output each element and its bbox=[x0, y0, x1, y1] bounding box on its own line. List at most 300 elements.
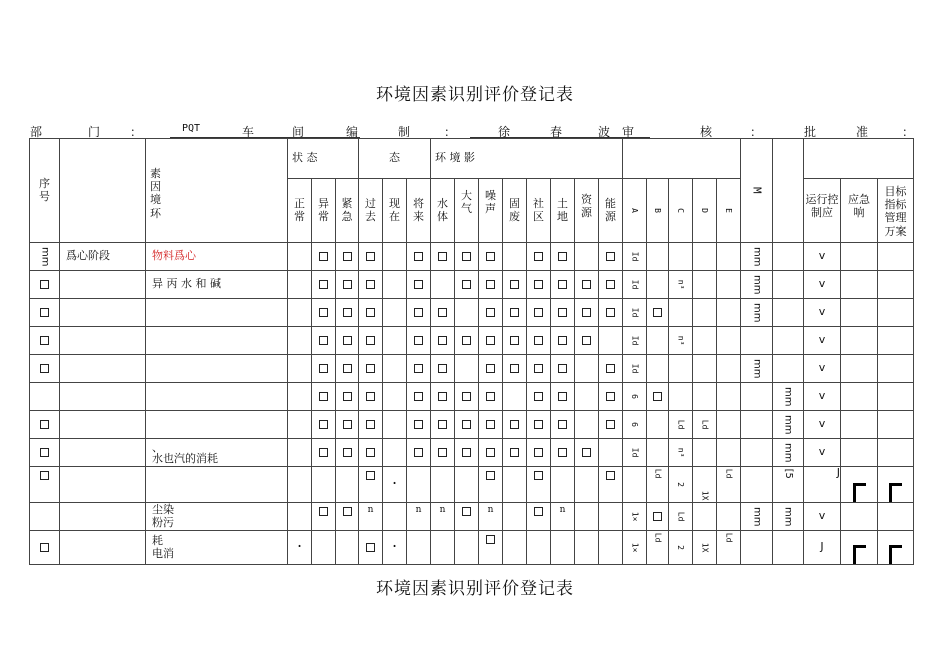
abnormal-checkbox[interactable] bbox=[312, 383, 336, 411]
c-cell bbox=[669, 355, 693, 383]
approve-label: 批 bbox=[804, 125, 817, 139]
m2-cell bbox=[773, 531, 804, 565]
bracket-icon bbox=[853, 483, 866, 502]
future-checkbox[interactable] bbox=[407, 271, 431, 299]
d-cell bbox=[693, 271, 717, 299]
future-header: 将来 bbox=[407, 179, 431, 243]
resource-cell bbox=[575, 531, 599, 565]
ctrl-cell: J bbox=[804, 531, 841, 565]
air-cell bbox=[455, 531, 479, 565]
target-cell bbox=[878, 243, 914, 271]
resp-cell bbox=[841, 439, 878, 467]
water-checkbox[interactable] bbox=[431, 327, 455, 355]
resource-checkbox[interactable] bbox=[575, 271, 599, 299]
review-label-2: 核 bbox=[700, 125, 713, 139]
resource-header: 资源 bbox=[575, 179, 599, 243]
ctrl-cell: v bbox=[804, 355, 841, 383]
factor-cell bbox=[146, 467, 288, 503]
air-checkbox[interactable] bbox=[455, 503, 479, 531]
state-group-header: 状 态 bbox=[288, 139, 359, 179]
target-cell bbox=[878, 439, 914, 467]
abnormal-cell bbox=[312, 467, 336, 503]
b-cell: Ld bbox=[647, 531, 669, 565]
land-cell: n bbox=[551, 503, 575, 531]
a-header: A bbox=[623, 179, 647, 243]
land-cell bbox=[551, 467, 575, 503]
seq-checkbox[interactable] bbox=[30, 531, 60, 565]
normal-cell bbox=[288, 243, 312, 271]
resp-cell bbox=[841, 411, 878, 439]
c-cell: n³ bbox=[669, 327, 693, 355]
energy-checkbox[interactable] bbox=[599, 271, 623, 299]
c-cell: n³ bbox=[669, 439, 693, 467]
normal-cell bbox=[288, 411, 312, 439]
air-checkbox[interactable] bbox=[455, 271, 479, 299]
community-checkbox[interactable] bbox=[527, 467, 551, 503]
water-cell bbox=[431, 531, 455, 565]
noise-checkbox[interactable] bbox=[479, 327, 503, 355]
emergency-checkbox[interactable] bbox=[336, 383, 359, 411]
resource-cell bbox=[575, 411, 599, 439]
stage-cell bbox=[60, 383, 146, 411]
m-cell bbox=[741, 467, 773, 503]
ctrl-cell: v bbox=[804, 383, 841, 411]
m-cell: mm bbox=[741, 503, 773, 531]
air-checkbox[interactable] bbox=[455, 411, 479, 439]
energy-cell bbox=[599, 531, 623, 565]
noise-checkbox[interactable] bbox=[479, 467, 503, 503]
ctrl-cell: v bbox=[804, 243, 841, 271]
community-header: 社区 bbox=[527, 179, 551, 243]
abnormal-checkbox[interactable] bbox=[312, 503, 336, 531]
ctrl-cell: J bbox=[804, 467, 841, 503]
air-cell bbox=[455, 299, 479, 327]
colon: ： bbox=[444, 125, 457, 139]
present-cell bbox=[383, 355, 407, 383]
meta-row bbox=[30, 123, 915, 139]
seq-checkbox[interactable] bbox=[30, 327, 60, 355]
seq-checkbox[interactable] bbox=[30, 299, 60, 327]
c-cell bbox=[669, 299, 693, 327]
a-cell: Id bbox=[623, 271, 647, 299]
noise-checkbox[interactable] bbox=[479, 355, 503, 383]
normal-header: 正常 bbox=[288, 179, 312, 243]
blank-cell bbox=[773, 243, 804, 271]
ctrl-cell: v bbox=[804, 411, 841, 439]
solid-checkbox[interactable] bbox=[503, 299, 527, 327]
factor-cell bbox=[146, 439, 288, 467]
energy-checkbox[interactable] bbox=[599, 411, 623, 439]
stage-cell bbox=[60, 299, 146, 327]
compiled-value: 徐 bbox=[498, 125, 511, 139]
c-cell: 2 bbox=[669, 467, 693, 503]
bracket-icon bbox=[889, 483, 902, 502]
stage-cell bbox=[60, 531, 146, 565]
dept-value-3: 间 bbox=[292, 125, 305, 139]
present-cell bbox=[383, 299, 407, 327]
emergency-checkbox[interactable] bbox=[336, 503, 359, 531]
water-checkbox[interactable] bbox=[431, 355, 455, 383]
ctrl-cell: v bbox=[804, 271, 841, 299]
emergency-checkbox[interactable] bbox=[336, 411, 359, 439]
m-header: M bbox=[741, 139, 773, 243]
resource-checkbox[interactable] bbox=[575, 439, 599, 467]
land-checkbox[interactable] bbox=[551, 271, 575, 299]
future-checkbox[interactable] bbox=[407, 243, 431, 271]
present-cell bbox=[383, 439, 407, 467]
community-checkbox[interactable] bbox=[527, 271, 551, 299]
d-cell: 1X bbox=[693, 531, 717, 565]
resp-cell bbox=[841, 327, 878, 355]
noise-header: 噪声 bbox=[479, 179, 503, 243]
land-checkbox[interactable] bbox=[551, 439, 575, 467]
stage-cell bbox=[60, 439, 146, 467]
energy-cell bbox=[599, 503, 623, 531]
m-cell: mm bbox=[741, 271, 773, 299]
future-checkbox[interactable] bbox=[407, 383, 431, 411]
past-checkbox[interactable] bbox=[359, 243, 383, 271]
future-cell: n bbox=[407, 503, 431, 531]
dept-value-2: 车 bbox=[242, 125, 255, 139]
d-cell bbox=[693, 383, 717, 411]
emergency-checkbox[interactable] bbox=[336, 243, 359, 271]
b-cell bbox=[647, 439, 669, 467]
noise-checkbox[interactable] bbox=[479, 439, 503, 467]
solid-checkbox[interactable] bbox=[503, 355, 527, 383]
abnormal-checkbox[interactable] bbox=[312, 439, 336, 467]
solid-cell bbox=[503, 531, 527, 565]
seq-checkbox[interactable] bbox=[30, 271, 60, 299]
compiled-label-2: 制 bbox=[398, 125, 411, 139]
a-cell: Id bbox=[623, 243, 647, 271]
table-row bbox=[30, 383, 914, 411]
past-checkbox[interactable] bbox=[359, 411, 383, 439]
target-cell bbox=[878, 411, 914, 439]
noise-checkbox[interactable] bbox=[479, 531, 503, 565]
c-cell: Ld bbox=[669, 503, 693, 531]
community-checkbox[interactable] bbox=[527, 503, 551, 531]
emergency-cell bbox=[336, 531, 359, 565]
land-checkbox[interactable] bbox=[551, 383, 575, 411]
air-cell bbox=[455, 467, 479, 503]
c-cell: Ld bbox=[669, 411, 693, 439]
land-checkbox[interactable] bbox=[551, 243, 575, 271]
factor-cell: 尘染 粉污 bbox=[146, 503, 288, 531]
water-cell bbox=[431, 467, 455, 503]
past-checkbox[interactable] bbox=[359, 299, 383, 327]
water-checkbox[interactable] bbox=[431, 383, 455, 411]
c-cell bbox=[669, 383, 693, 411]
e-cell: Ld bbox=[717, 467, 741, 503]
abnormal-checkbox[interactable] bbox=[312, 299, 336, 327]
normal-cell bbox=[288, 503, 312, 531]
blank-cell bbox=[773, 327, 804, 355]
b-checkbox[interactable] bbox=[647, 299, 669, 327]
resp-cell bbox=[841, 355, 878, 383]
table-row bbox=[30, 411, 914, 439]
blank-cell bbox=[773, 271, 804, 299]
past-checkbox[interactable] bbox=[359, 271, 383, 299]
future-checkbox[interactable] bbox=[407, 327, 431, 355]
normal-cell bbox=[288, 355, 312, 383]
factor-cell: 耗 电消 bbox=[146, 531, 288, 565]
score-group-header bbox=[623, 139, 741, 179]
ctrl-cell: v bbox=[804, 299, 841, 327]
past-checkbox[interactable] bbox=[359, 383, 383, 411]
resp-cell bbox=[841, 503, 878, 531]
emergency-checkbox[interactable] bbox=[336, 439, 359, 467]
seq-header: 序号 bbox=[30, 139, 60, 243]
dept-value: PQT bbox=[182, 123, 201, 134]
e-cell bbox=[717, 383, 741, 411]
water-header: 水体 bbox=[431, 179, 455, 243]
target-cell bbox=[878, 383, 914, 411]
community-checkbox[interactable] bbox=[527, 439, 551, 467]
stage-cell bbox=[60, 503, 146, 531]
a-cell: 6 bbox=[623, 383, 647, 411]
m-cell bbox=[741, 411, 773, 439]
a-cell: Id bbox=[623, 439, 647, 467]
d-cell bbox=[693, 299, 717, 327]
air-cell bbox=[455, 355, 479, 383]
water-cell bbox=[431, 271, 455, 299]
d-cell bbox=[693, 243, 717, 271]
m-cell: mm bbox=[741, 243, 773, 271]
land-checkbox[interactable] bbox=[551, 299, 575, 327]
community-checkbox[interactable] bbox=[527, 411, 551, 439]
factor-cell bbox=[146, 299, 288, 327]
past-checkbox[interactable] bbox=[359, 531, 383, 565]
normal-cell bbox=[288, 467, 312, 503]
state-group-header-2: 态 bbox=[359, 139, 431, 179]
resource-cell bbox=[575, 467, 599, 503]
community-checkbox[interactable] bbox=[527, 243, 551, 271]
a-cell: 1× bbox=[623, 531, 647, 565]
page-title-repeat: 环境因素识别评价登记表 bbox=[376, 579, 574, 599]
energy-checkbox[interactable] bbox=[599, 355, 623, 383]
emergency-checkbox[interactable] bbox=[336, 299, 359, 327]
b-header: B bbox=[647, 179, 669, 243]
resource-checkbox[interactable] bbox=[575, 299, 599, 327]
solid-cell bbox=[503, 383, 527, 411]
energy-checkbox[interactable] bbox=[599, 467, 623, 503]
colon: ： bbox=[750, 125, 763, 139]
b-cell bbox=[647, 355, 669, 383]
resource-cell bbox=[575, 503, 599, 531]
table-row bbox=[30, 531, 914, 565]
m2-cell: mm bbox=[773, 439, 804, 467]
abnormal-checkbox[interactable] bbox=[312, 411, 336, 439]
target-cell bbox=[878, 327, 914, 355]
noise-checkbox[interactable] bbox=[479, 411, 503, 439]
water-checkbox[interactable] bbox=[431, 243, 455, 271]
b-cell bbox=[647, 411, 669, 439]
target-bracket-cell bbox=[878, 531, 914, 565]
c-header: C bbox=[669, 179, 693, 243]
emergency-checkbox[interactable] bbox=[336, 355, 359, 383]
colon: ： bbox=[902, 125, 915, 139]
future-checkbox[interactable] bbox=[407, 355, 431, 383]
emergency-checkbox[interactable] bbox=[336, 271, 359, 299]
land-checkbox[interactable] bbox=[551, 411, 575, 439]
measure-group-header bbox=[804, 139, 914, 179]
solid-cell bbox=[503, 503, 527, 531]
present-header: 现在 bbox=[383, 179, 407, 243]
ctrl-cell: v bbox=[804, 327, 841, 355]
energy-checkbox[interactable] bbox=[599, 299, 623, 327]
e-cell bbox=[717, 243, 741, 271]
air-checkbox[interactable] bbox=[455, 327, 479, 355]
b-cell bbox=[647, 327, 669, 355]
bracket-icon bbox=[889, 545, 902, 564]
resp-cell bbox=[841, 383, 878, 411]
e-cell: Ld bbox=[717, 531, 741, 565]
noise-checkbox[interactable] bbox=[479, 271, 503, 299]
table-row bbox=[30, 271, 914, 299]
future-checkbox[interactable] bbox=[407, 299, 431, 327]
seq-checkbox[interactable] bbox=[30, 467, 60, 503]
community-cell bbox=[527, 531, 551, 565]
b-checkbox[interactable] bbox=[647, 383, 669, 411]
d-cell bbox=[693, 327, 717, 355]
ctrl-cell: v bbox=[804, 439, 841, 467]
seq-cell bbox=[30, 503, 60, 531]
future-checkbox[interactable] bbox=[407, 439, 431, 467]
target-cell bbox=[878, 299, 914, 327]
past-checkbox[interactable] bbox=[359, 355, 383, 383]
seq-checkbox[interactable] bbox=[30, 355, 60, 383]
stage-cell bbox=[60, 271, 146, 299]
noise-checkbox[interactable] bbox=[479, 383, 503, 411]
env-group-header: 环 境 影 bbox=[431, 139, 623, 179]
emergency-checkbox[interactable] bbox=[336, 327, 359, 355]
solid-checkbox[interactable] bbox=[503, 327, 527, 355]
present-cell: · bbox=[383, 531, 407, 565]
air-checkbox[interactable] bbox=[455, 439, 479, 467]
stage-cell bbox=[60, 467, 146, 503]
page-title: 环境因素识别评价登记表 bbox=[376, 85, 574, 105]
energy-checkbox[interactable] bbox=[599, 243, 623, 271]
noise-checkbox[interactable] bbox=[479, 299, 503, 327]
m-cell bbox=[741, 531, 773, 565]
present-cell bbox=[383, 411, 407, 439]
table-row bbox=[30, 327, 914, 355]
community-checkbox[interactable] bbox=[527, 327, 551, 355]
factor-text: 水也汽的消耗 bbox=[152, 451, 218, 465]
normal-cell bbox=[288, 299, 312, 327]
b-cell: Ld bbox=[647, 467, 669, 503]
m-cell bbox=[741, 383, 773, 411]
emerg-resp-header: 应急响 bbox=[841, 179, 878, 243]
seq-cell: mm bbox=[30, 243, 60, 271]
m2-cell: mm bbox=[773, 411, 804, 439]
community-checkbox[interactable] bbox=[527, 299, 551, 327]
abnormal-checkbox[interactable] bbox=[312, 271, 336, 299]
noise-checkbox[interactable] bbox=[479, 243, 503, 271]
water-checkbox[interactable] bbox=[431, 439, 455, 467]
c-cell: n³ bbox=[669, 271, 693, 299]
b-checkbox[interactable] bbox=[647, 503, 669, 531]
target-cell bbox=[878, 271, 914, 299]
factor-cell bbox=[146, 411, 288, 439]
m-cell bbox=[741, 327, 773, 355]
air-checkbox[interactable] bbox=[455, 243, 479, 271]
a-cell: 1× bbox=[623, 503, 647, 531]
past-checkbox[interactable] bbox=[359, 327, 383, 355]
bracket-icon bbox=[853, 545, 866, 564]
community-checkbox[interactable] bbox=[527, 383, 551, 411]
water-checkbox[interactable] bbox=[431, 299, 455, 327]
solid-checkbox[interactable] bbox=[503, 271, 527, 299]
d-cell: 1X bbox=[693, 467, 717, 503]
resource-cell bbox=[575, 243, 599, 271]
normal-cell bbox=[288, 327, 312, 355]
b-cell bbox=[647, 271, 669, 299]
table-row bbox=[30, 503, 914, 531]
solid-checkbox[interactable] bbox=[503, 439, 527, 467]
b-cell bbox=[647, 243, 669, 271]
normal-cell bbox=[288, 271, 312, 299]
c-cell: 2 bbox=[669, 531, 693, 565]
resp-cell bbox=[841, 299, 878, 327]
target-cell bbox=[878, 503, 914, 531]
abnormal-checkbox[interactable] bbox=[312, 355, 336, 383]
water-cell: n bbox=[431, 503, 455, 531]
water-checkbox[interactable] bbox=[431, 411, 455, 439]
land-checkbox[interactable] bbox=[551, 327, 575, 355]
e-cell bbox=[717, 271, 741, 299]
abnormal-checkbox[interactable] bbox=[312, 243, 336, 271]
future-checkbox[interactable] bbox=[407, 411, 431, 439]
energy-cell bbox=[599, 327, 623, 355]
compiled-value-3: 波 bbox=[598, 125, 611, 139]
target-cell bbox=[878, 355, 914, 383]
solid-checkbox[interactable] bbox=[503, 411, 527, 439]
past-checkbox[interactable] bbox=[359, 467, 383, 503]
table-row bbox=[30, 243, 914, 271]
energy-checkbox[interactable] bbox=[599, 383, 623, 411]
resource-cell bbox=[575, 383, 599, 411]
seq-checkbox[interactable] bbox=[30, 411, 60, 439]
dept-label: 部 bbox=[30, 125, 43, 139]
e-header: E bbox=[717, 179, 741, 243]
e-cell bbox=[717, 299, 741, 327]
header-row-1 bbox=[30, 139, 914, 179]
seq-checkbox[interactable] bbox=[30, 439, 60, 467]
table-row bbox=[30, 299, 914, 327]
resource-checkbox[interactable] bbox=[575, 327, 599, 355]
stage-cell bbox=[60, 327, 146, 355]
air-checkbox[interactable] bbox=[455, 383, 479, 411]
future-cell bbox=[407, 531, 431, 565]
community-checkbox[interactable] bbox=[527, 355, 551, 383]
abnormal-checkbox[interactable] bbox=[312, 327, 336, 355]
resp-bracket-cell bbox=[841, 467, 878, 503]
factor-cell: 异 丙 水 和 碱 bbox=[146, 271, 288, 299]
m2-cell: [5 bbox=[773, 467, 804, 503]
table-row bbox=[30, 439, 914, 467]
target-header: 目标指标管理万案 bbox=[878, 179, 914, 243]
d-cell: Ld bbox=[693, 411, 717, 439]
emergency-header: 紧急 bbox=[336, 179, 359, 243]
emergency-cell bbox=[336, 467, 359, 503]
e-cell bbox=[717, 503, 741, 531]
past-checkbox[interactable] bbox=[359, 439, 383, 467]
resp-cell bbox=[841, 243, 878, 271]
land-checkbox[interactable] bbox=[551, 355, 575, 383]
target-bracket-cell bbox=[878, 467, 914, 503]
e-cell bbox=[717, 355, 741, 383]
